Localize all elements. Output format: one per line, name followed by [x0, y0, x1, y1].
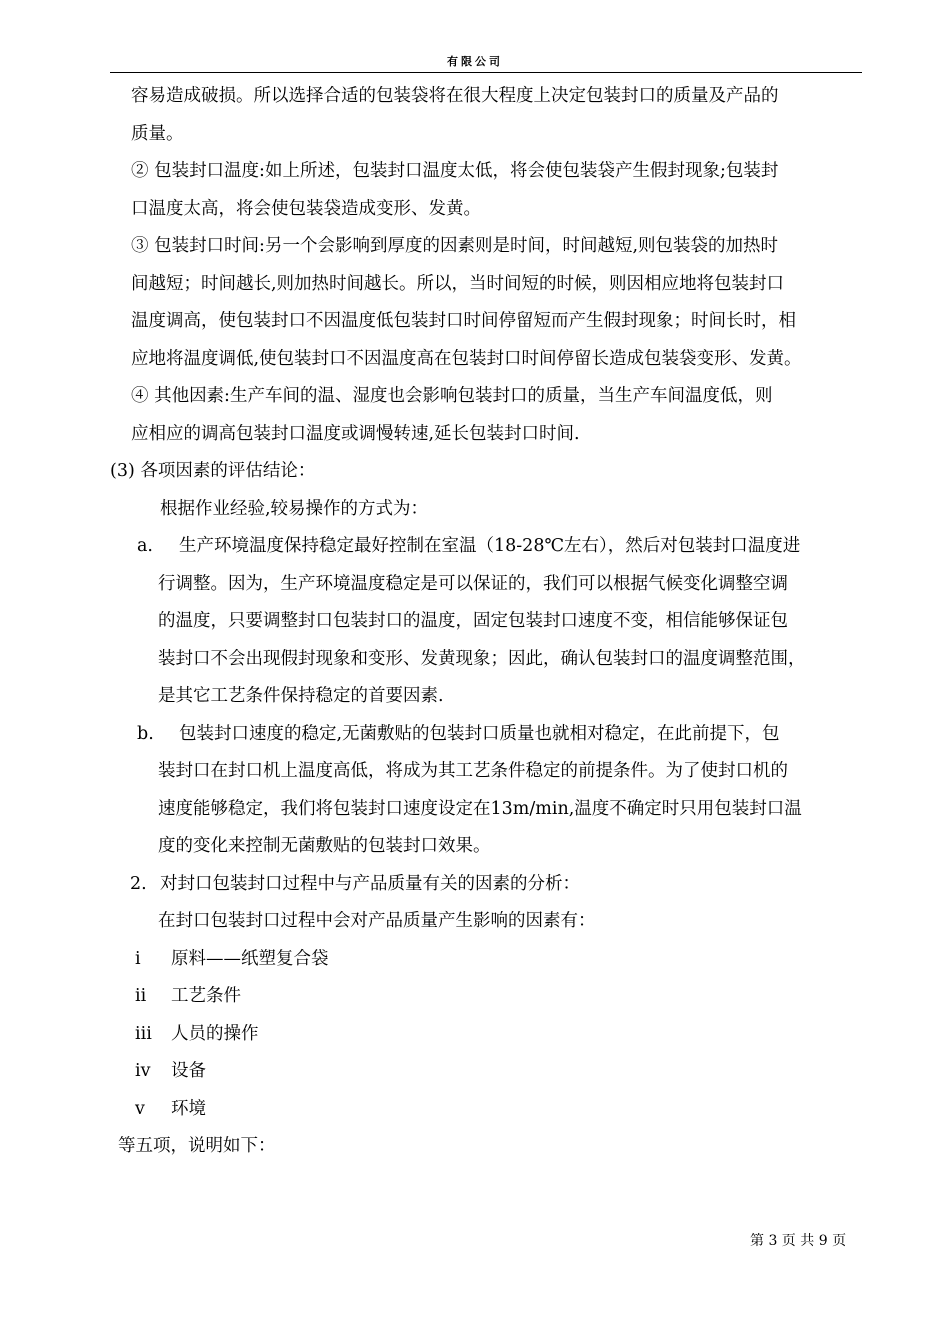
- factor-label: 人员的操作: [171, 1023, 259, 1044]
- text-line: ② 包装封口温度:如上所述，包装封口温度太低，将会使包装袋产生假封现象;包装封: [131, 161, 779, 181]
- text-line: 根据作业经验,较易操作的方式为：: [160, 498, 429, 519]
- factor-item: [0, 1016, 950, 1054]
- header-company: 有限公司: [447, 55, 503, 68]
- list-marker: i: [135, 948, 141, 969]
- header-divider: [110, 72, 862, 73]
- text-line: 包装封口速度的稳定,无菌敷贴的包装封口质量也就相对稳定，在此前提下，包: [179, 723, 780, 744]
- list-marker: a.: [137, 536, 153, 556]
- factor-label: 设备: [171, 1061, 206, 1081]
- text-line: 容易造成破损。所以选择合适的包装袋将在很大程度上决定包装封口的质量及产品的: [131, 86, 779, 106]
- document-body: [0, 78, 950, 1166]
- list-marker: v: [135, 1098, 145, 1119]
- text-line: 度的变化来控制无菌敷贴的包装封口效果。: [158, 836, 491, 856]
- section-heading: (3) 各项因素的评估结论：: [110, 461, 316, 481]
- list-marker: iv: [135, 1061, 151, 1081]
- factor-label: 原料——纸塑复合袋: [171, 948, 329, 969]
- text-line: 的温度，只要调整封口包装封口的温度，固定包装封口速度不变，相信能够保证包: [158, 611, 788, 631]
- text-line: 间越短；时间越长,则加热时间越长。所以，当时间短的时候，则因相应地将包装封口: [131, 273, 785, 294]
- text-line: ④ 其他因素:生产车间的温、湿度也会影响包装封口的质量，当生产车间温度低，则: [131, 386, 773, 406]
- factor-label: 环境: [171, 1098, 206, 1119]
- text-line: 质量。: [131, 123, 184, 144]
- list-item-b: [0, 716, 950, 754]
- text-line: 是其它工艺条件保持稳定的首要因素.: [158, 686, 444, 706]
- list-marker: ii: [135, 986, 147, 1006]
- page-number: 第 3 页 共 9 页: [750, 1233, 847, 1249]
- text-line: 口温度太高，将会使包装袋造成变形、发黄。: [131, 198, 481, 219]
- text-line: 生产环境温度保持稳定最好控制在室温（18-28℃左右），然后对包装封口温度进: [179, 536, 801, 556]
- text-line: 温度调高，使包装封口不因温度低包装封口时间停留短而产生假封现象；时间长时，相: [131, 311, 796, 331]
- text-line: 装封口不会出现假封现象和变形、发黄现象；因此，确认包装封口的温度调整范围，: [158, 648, 806, 669]
- text-line: 速度能够稳定，我们将包装封口速度设定在13m/min,温度不确定时只用包装封口温: [158, 798, 802, 819]
- factor-label: 工艺条件: [171, 986, 241, 1006]
- text-line: ③ 包装封口时间:另一个会影响到厚度的因素则是时间，时间越短,则包装袋的加热时: [131, 236, 779, 256]
- text-line: 等五项，说明如下：: [118, 1136, 276, 1156]
- list-marker: iii: [135, 1023, 152, 1044]
- section-title: 对封口包装封口过程中与产品质量有关的因素的分析：: [160, 873, 580, 894]
- text-line: 应相应的调高包装封口温度或调慢转速,延长包装封口时间.: [131, 423, 580, 444]
- list-marker: 2.: [130, 873, 147, 894]
- section-2-heading: [0, 866, 950, 904]
- factor-item: [0, 978, 950, 1016]
- list-item-a: [0, 528, 950, 566]
- text-line: 应地将温度调低,使包装封口不因温度高在包装封口时间停留长造成包装袋变形、发黄。: [131, 348, 802, 369]
- text-line: 装封口在封口机上温度高低，将成为其工艺条件稳定的前提条件。为了使封口机的: [158, 761, 788, 781]
- list-marker: b.: [137, 723, 154, 744]
- factor-item: [0, 1053, 950, 1091]
- text-line: 在封口包装封口过程中会对产品质量产生影响的因素有：: [158, 911, 596, 931]
- factor-item: [0, 1091, 950, 1129]
- factor-item: [0, 941, 950, 979]
- text-line: 行调整。因为，生产环境温度稳定是可以保证的，我们可以根据气候变化调整空调: [158, 573, 788, 594]
